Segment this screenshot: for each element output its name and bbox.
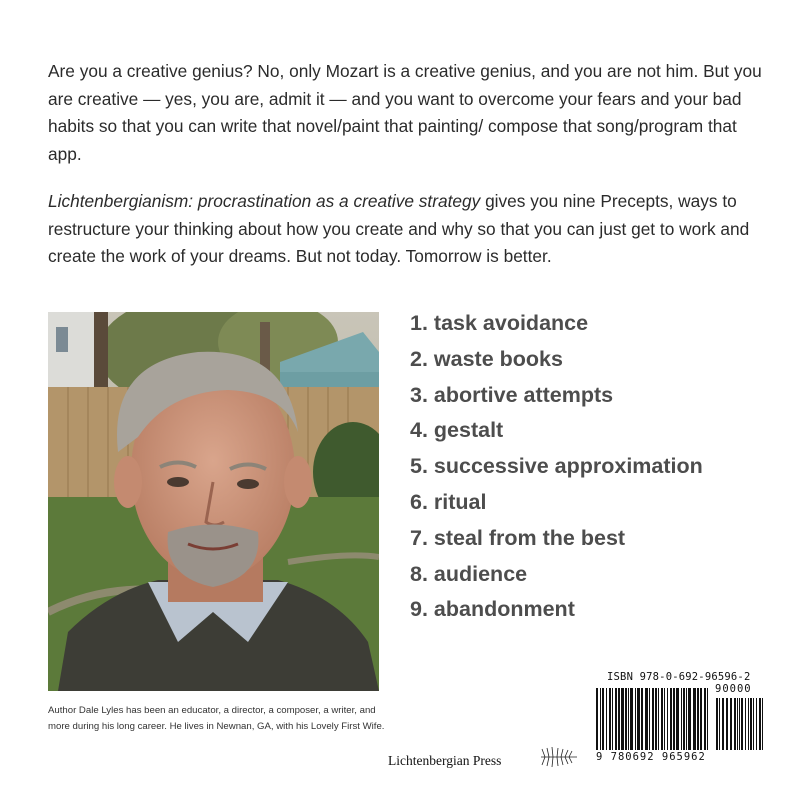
blurb-paragraph-2-text: gives you nine Precepts, ways to restructure your thinking about how you create and why so that you can just get to work and create the work of your dreams. But not today. Tomorrow is better. — [48, 191, 750, 266]
precept-item: 7. steal from the best — [410, 525, 626, 550]
barcode-ean-digits: 9 780692 965962 — [596, 751, 706, 763]
barcode-icon — [596, 684, 766, 754]
precept-item: 1. task avoidance — [410, 311, 589, 335]
blurb-paragraph-2 — [48, 188, 768, 271]
precepts-list — [410, 306, 703, 628]
precept-item: 8. audience — [410, 561, 528, 586]
publisher-logo-icon — [539, 745, 579, 769]
barcode-addon-digits: 90000 — [715, 683, 752, 695]
author-photo — [48, 312, 379, 691]
precept-item: 9. abandonment — [410, 597, 575, 622]
back-cover-blurb — [48, 58, 768, 271]
precept-item: 4. gestalt — [410, 418, 504, 443]
precept-item: 3. abortive attempts — [410, 382, 614, 407]
publisher-name: Lichtenbergian Press — [388, 753, 502, 768]
blurb-paragraph-1: Are you a creative genius? No, only Mozart is a creative genius, and you are not him. But you are creative — yes, you are, admit it — and you want to overcome your fears and your bad habits so that you can write that novel/paint that painting/ compose that song/program that app. — [48, 61, 762, 164]
book-title: Lichtenbergianism: procrastination as a creative strategy — [48, 191, 481, 211]
precept-item: 6. ritual — [410, 489, 487, 514]
isbn-label: ISBN 978-0-692-96596-2 — [607, 671, 751, 683]
author-bio-caption: Author Dale Lyles has been an educator, a director, a composer, a writer, and more during his long career. He lives in Newnan, GA, with his Lovely First Wife. — [48, 705, 385, 732]
precept-item: 2. waste books — [410, 346, 563, 371]
precept-item: 5. successive approximation — [410, 454, 703, 479]
